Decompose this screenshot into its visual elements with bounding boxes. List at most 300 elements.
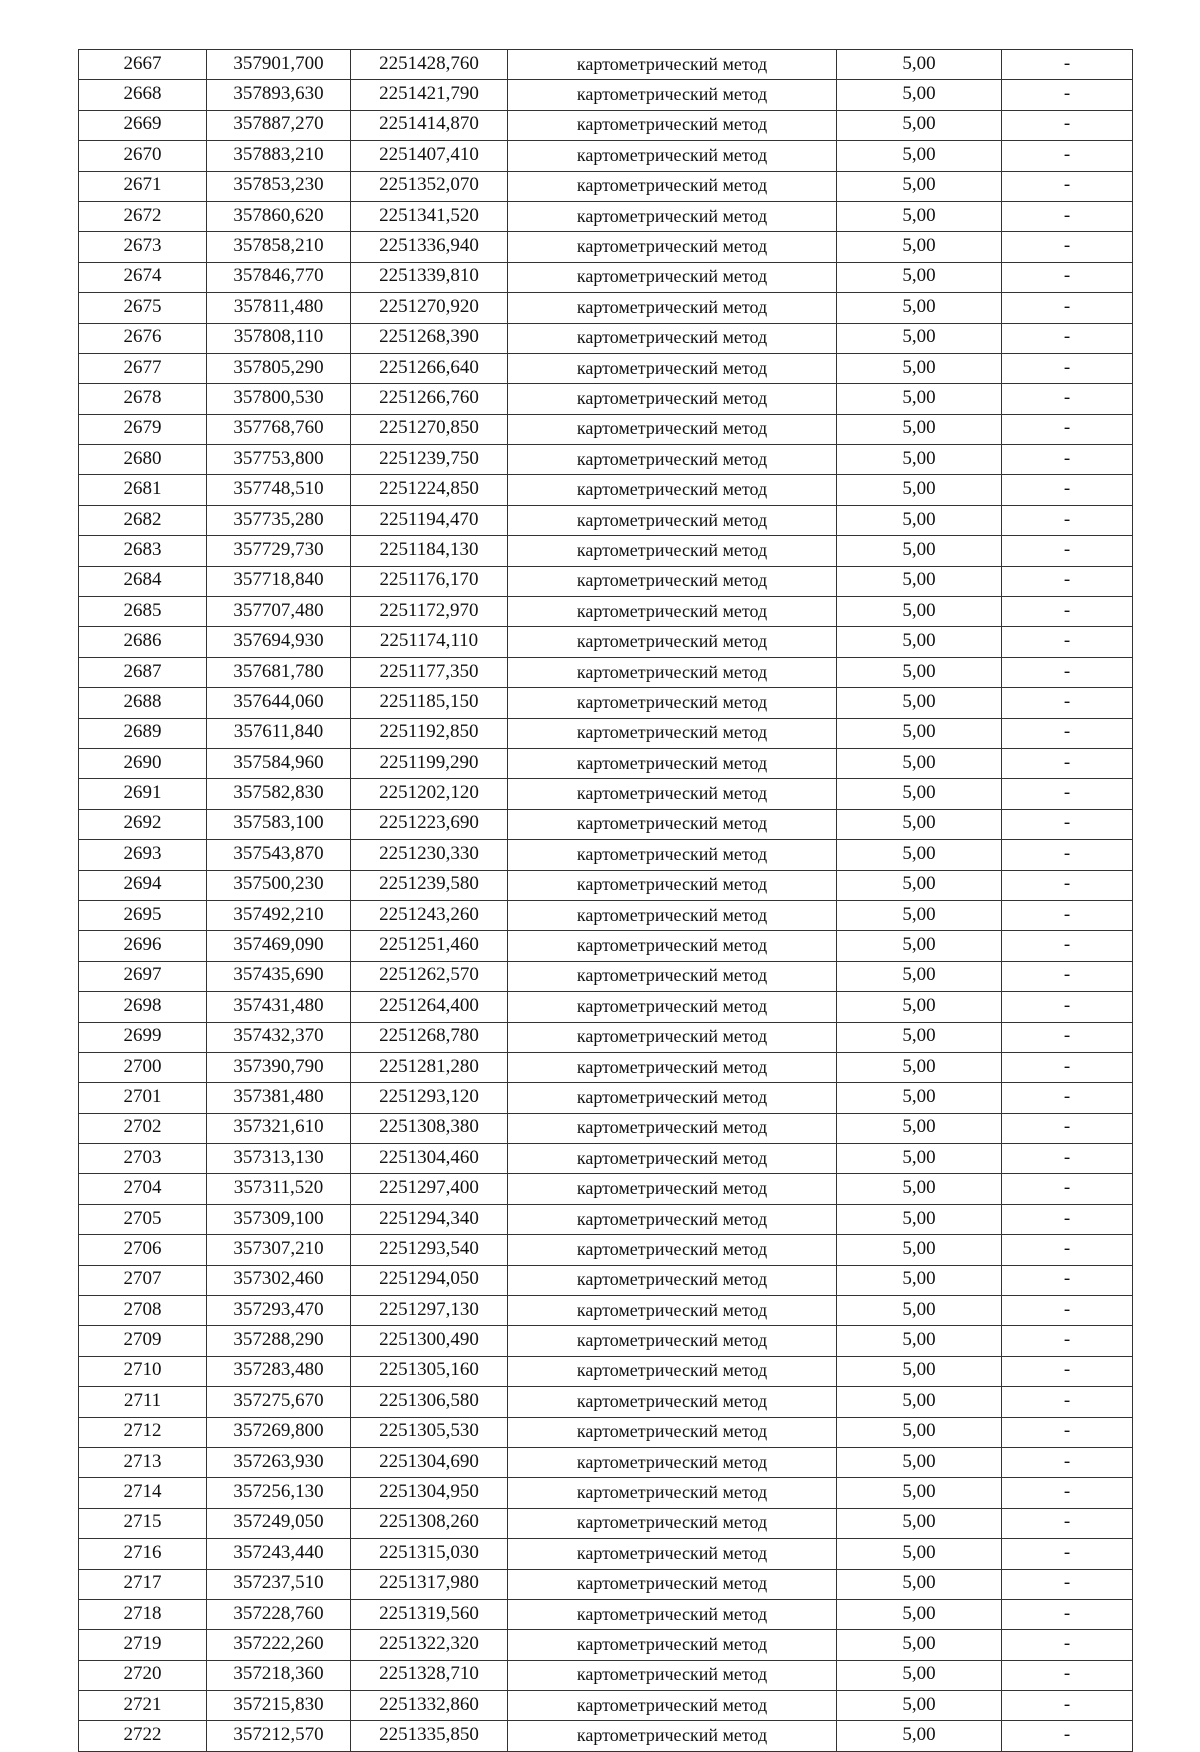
- note-cell: -: [1002, 597, 1133, 627]
- table-row: [79, 475, 1133, 505]
- accuracy-cell: 5,00: [837, 201, 1002, 231]
- accuracy-cell: 5,00: [837, 384, 1002, 414]
- accuracy-cell: 5,00: [837, 1599, 1002, 1629]
- note-cell: -: [1002, 1144, 1133, 1174]
- point-number-cell: 2701: [79, 1083, 207, 1113]
- note-cell: -: [1002, 566, 1133, 596]
- y-coordinate-cell: 2251339,810: [351, 262, 508, 292]
- accuracy-cell: 5,00: [837, 1569, 1002, 1599]
- point-number-cell: 2675: [79, 293, 207, 323]
- x-coordinate-cell: 357853,230: [207, 171, 351, 201]
- table-row: [79, 1599, 1133, 1629]
- note-cell: -: [1002, 1630, 1133, 1660]
- y-coordinate-cell: 2251305,530: [351, 1417, 508, 1447]
- accuracy-cell: 5,00: [837, 1387, 1002, 1417]
- point-number-cell: 2686: [79, 627, 207, 657]
- note-cell: -: [1002, 50, 1133, 80]
- table-row: [79, 1569, 1133, 1599]
- point-number-cell: 2695: [79, 900, 207, 930]
- method-cell: картометрический метод: [508, 384, 837, 414]
- method-cell: картометрический метод: [508, 900, 837, 930]
- point-number-cell: 2668: [79, 80, 207, 110]
- point-number-cell: 2676: [79, 323, 207, 353]
- method-cell: картометрический метод: [508, 1052, 837, 1082]
- table-row: [79, 961, 1133, 991]
- x-coordinate-cell: 357390,790: [207, 1052, 351, 1082]
- note-cell: -: [1002, 414, 1133, 444]
- y-coordinate-cell: 2251270,920: [351, 293, 508, 323]
- x-coordinate-cell: 357718,840: [207, 566, 351, 596]
- note-cell: -: [1002, 1113, 1133, 1143]
- table-row: [79, 657, 1133, 687]
- x-coordinate-cell: 357283,480: [207, 1356, 351, 1386]
- x-coordinate-cell: 357275,670: [207, 1387, 351, 1417]
- y-coordinate-cell: 2251421,790: [351, 80, 508, 110]
- note-cell: -: [1002, 931, 1133, 961]
- method-cell: картометрический метод: [508, 1721, 837, 1751]
- point-number-cell: 2694: [79, 870, 207, 900]
- y-coordinate-cell: 2251414,870: [351, 110, 508, 140]
- table-row: [79, 870, 1133, 900]
- point-number-cell: 2706: [79, 1235, 207, 1265]
- note-cell: -: [1002, 353, 1133, 383]
- note-cell: -: [1002, 627, 1133, 657]
- accuracy-cell: 5,00: [837, 110, 1002, 140]
- point-number-cell: 2711: [79, 1387, 207, 1417]
- table-row: [79, 536, 1133, 566]
- y-coordinate-cell: 2251199,290: [351, 748, 508, 778]
- table-row: [79, 80, 1133, 110]
- point-number-cell: 2721: [79, 1691, 207, 1721]
- note-cell: -: [1002, 536, 1133, 566]
- method-cell: картометрический метод: [508, 141, 837, 171]
- x-coordinate-cell: 357435,690: [207, 961, 351, 991]
- y-coordinate-cell: 2251176,170: [351, 566, 508, 596]
- accuracy-cell: 5,00: [837, 1235, 1002, 1265]
- y-coordinate-cell: 2251264,400: [351, 992, 508, 1022]
- note-cell: -: [1002, 1174, 1133, 1204]
- note-cell: -: [1002, 110, 1133, 140]
- y-coordinate-cell: 2251300,490: [351, 1326, 508, 1356]
- method-cell: картометрический метод: [508, 1569, 837, 1599]
- note-cell: -: [1002, 1721, 1133, 1751]
- x-coordinate-cell: 357237,510: [207, 1569, 351, 1599]
- accuracy-cell: 5,00: [837, 1326, 1002, 1356]
- y-coordinate-cell: 2251239,580: [351, 870, 508, 900]
- note-cell: -: [1002, 1204, 1133, 1234]
- point-number-cell: 2691: [79, 779, 207, 809]
- table-row: [79, 748, 1133, 778]
- note-cell: -: [1002, 688, 1133, 718]
- accuracy-cell: 5,00: [837, 1417, 1002, 1447]
- method-cell: картометрический метод: [508, 840, 837, 870]
- y-coordinate-cell: 2251319,560: [351, 1599, 508, 1629]
- x-coordinate-cell: 357215,830: [207, 1691, 351, 1721]
- table-row: [79, 1326, 1133, 1356]
- y-coordinate-cell: 2251239,750: [351, 445, 508, 475]
- x-coordinate-cell: 357860,620: [207, 201, 351, 231]
- accuracy-cell: 5,00: [837, 961, 1002, 991]
- accuracy-cell: 5,00: [837, 1022, 1002, 1052]
- method-cell: картометрический метод: [508, 1326, 837, 1356]
- method-cell: картометрический метод: [508, 627, 837, 657]
- accuracy-cell: 5,00: [837, 353, 1002, 383]
- method-cell: картометрический метод: [508, 1691, 837, 1721]
- accuracy-cell: 5,00: [837, 1296, 1002, 1326]
- method-cell: картометрический метод: [508, 779, 837, 809]
- x-coordinate-cell: 357800,530: [207, 384, 351, 414]
- y-coordinate-cell: 2251293,120: [351, 1083, 508, 1113]
- table-row: [79, 201, 1133, 231]
- note-cell: -: [1002, 809, 1133, 839]
- table-row: [79, 141, 1133, 171]
- y-coordinate-cell: 2251243,260: [351, 900, 508, 930]
- y-coordinate-cell: 2251341,520: [351, 201, 508, 231]
- accuracy-cell: 5,00: [837, 1052, 1002, 1082]
- accuracy-cell: 5,00: [837, 1144, 1002, 1174]
- point-number-cell: 2703: [79, 1144, 207, 1174]
- method-cell: картометрический метод: [508, 475, 837, 505]
- table-row: [79, 627, 1133, 657]
- point-number-cell: 2712: [79, 1417, 207, 1447]
- x-coordinate-cell: 357729,730: [207, 536, 351, 566]
- y-coordinate-cell: 2251281,280: [351, 1052, 508, 1082]
- y-coordinate-cell: 2251305,160: [351, 1356, 508, 1386]
- table-row: [79, 1265, 1133, 1295]
- x-coordinate-cell: 357256,130: [207, 1478, 351, 1508]
- table-row: [79, 505, 1133, 535]
- table-row: [79, 1052, 1133, 1082]
- method-cell: картометрический метод: [508, 1508, 837, 1538]
- accuracy-cell: 5,00: [837, 931, 1002, 961]
- accuracy-cell: 5,00: [837, 1660, 1002, 1690]
- accuracy-cell: 5,00: [837, 1265, 1002, 1295]
- point-number-cell: 2683: [79, 536, 207, 566]
- accuracy-cell: 5,00: [837, 900, 1002, 930]
- note-cell: -: [1002, 1691, 1133, 1721]
- note-cell: -: [1002, 961, 1133, 991]
- method-cell: картометрический метод: [508, 232, 837, 262]
- x-coordinate-cell: 357302,460: [207, 1265, 351, 1295]
- accuracy-cell: 5,00: [837, 718, 1002, 748]
- table-row: [79, 262, 1133, 292]
- y-coordinate-cell: 2251336,940: [351, 232, 508, 262]
- note-cell: -: [1002, 748, 1133, 778]
- method-cell: картометрический метод: [508, 597, 837, 627]
- y-coordinate-cell: 2251251,460: [351, 931, 508, 961]
- method-cell: картометрический метод: [508, 870, 837, 900]
- table-row: [79, 1144, 1133, 1174]
- x-coordinate-cell: 357681,780: [207, 657, 351, 687]
- x-coordinate-cell: 357901,700: [207, 50, 351, 80]
- accuracy-cell: 5,00: [837, 293, 1002, 323]
- note-cell: -: [1002, 1387, 1133, 1417]
- table-row: [79, 1447, 1133, 1477]
- point-number-cell: 2682: [79, 505, 207, 535]
- table-row: [79, 809, 1133, 839]
- coordinates-table: [78, 49, 1133, 1752]
- method-cell: картометрический метод: [508, 992, 837, 1022]
- point-number-cell: 2678: [79, 384, 207, 414]
- method-cell: картометрический метод: [508, 201, 837, 231]
- table-row: [79, 1539, 1133, 1569]
- accuracy-cell: 5,00: [837, 1204, 1002, 1234]
- accuracy-cell: 5,00: [837, 1113, 1002, 1143]
- note-cell: -: [1002, 475, 1133, 505]
- y-coordinate-cell: 2251407,410: [351, 141, 508, 171]
- x-coordinate-cell: 357611,840: [207, 718, 351, 748]
- x-coordinate-cell: 357748,510: [207, 475, 351, 505]
- table-row: [79, 840, 1133, 870]
- method-cell: картометрический метод: [508, 262, 837, 292]
- accuracy-cell: 5,00: [837, 414, 1002, 444]
- table-row: [79, 353, 1133, 383]
- point-number-cell: 2685: [79, 597, 207, 627]
- point-number-cell: 2684: [79, 566, 207, 596]
- y-coordinate-cell: 2251294,340: [351, 1204, 508, 1234]
- table-row: [79, 1022, 1133, 1052]
- y-coordinate-cell: 2251428,760: [351, 50, 508, 80]
- table-row: [79, 1174, 1133, 1204]
- accuracy-cell: 5,00: [837, 445, 1002, 475]
- point-number-cell: 2699: [79, 1022, 207, 1052]
- x-coordinate-cell: 357218,360: [207, 1660, 351, 1690]
- method-cell: картометрический метод: [508, 293, 837, 323]
- point-number-cell: 2716: [79, 1539, 207, 1569]
- note-cell: -: [1002, 718, 1133, 748]
- table-row: [79, 779, 1133, 809]
- y-coordinate-cell: 2251223,690: [351, 809, 508, 839]
- point-number-cell: 2709: [79, 1326, 207, 1356]
- accuracy-cell: 5,00: [837, 1447, 1002, 1477]
- x-coordinate-cell: 357707,480: [207, 597, 351, 627]
- method-cell: картометрический метод: [508, 1447, 837, 1477]
- x-coordinate-cell: 357431,480: [207, 992, 351, 1022]
- table-row: [79, 1660, 1133, 1690]
- method-cell: картометрический метод: [508, 323, 837, 353]
- note-cell: -: [1002, 171, 1133, 201]
- accuracy-cell: 5,00: [837, 809, 1002, 839]
- note-cell: -: [1002, 80, 1133, 110]
- note-cell: -: [1002, 992, 1133, 1022]
- note-cell: -: [1002, 1022, 1133, 1052]
- point-number-cell: 2697: [79, 961, 207, 991]
- note-cell: -: [1002, 323, 1133, 353]
- y-coordinate-cell: 2251332,860: [351, 1691, 508, 1721]
- x-coordinate-cell: 357753,800: [207, 445, 351, 475]
- x-coordinate-cell: 357321,610: [207, 1113, 351, 1143]
- table-row: [79, 110, 1133, 140]
- point-number-cell: 2718: [79, 1599, 207, 1629]
- method-cell: картометрический метод: [508, 1022, 837, 1052]
- table-row: [79, 992, 1133, 1022]
- coordinates-table-body: [79, 50, 1133, 1752]
- accuracy-cell: 5,00: [837, 50, 1002, 80]
- table-row: [79, 414, 1133, 444]
- point-number-cell: 2692: [79, 809, 207, 839]
- accuracy-cell: 5,00: [837, 840, 1002, 870]
- table-row: [79, 1691, 1133, 1721]
- note-cell: -: [1002, 262, 1133, 292]
- table-row: [79, 566, 1133, 596]
- y-coordinate-cell: 2251194,470: [351, 505, 508, 535]
- accuracy-cell: 5,00: [837, 1174, 1002, 1204]
- x-coordinate-cell: 357735,280: [207, 505, 351, 535]
- note-cell: -: [1002, 445, 1133, 475]
- method-cell: картометрический метод: [508, 1144, 837, 1174]
- y-coordinate-cell: 2251297,400: [351, 1174, 508, 1204]
- y-coordinate-cell: 2251266,760: [351, 384, 508, 414]
- x-coordinate-cell: 357582,830: [207, 779, 351, 809]
- x-coordinate-cell: 357584,960: [207, 748, 351, 778]
- point-number-cell: 2717: [79, 1569, 207, 1599]
- accuracy-cell: 5,00: [837, 80, 1002, 110]
- y-coordinate-cell: 2251184,130: [351, 536, 508, 566]
- x-coordinate-cell: 357858,210: [207, 232, 351, 262]
- point-number-cell: 2708: [79, 1296, 207, 1326]
- y-coordinate-cell: 2251224,850: [351, 475, 508, 505]
- x-coordinate-cell: 357500,230: [207, 870, 351, 900]
- y-coordinate-cell: 2251172,970: [351, 597, 508, 627]
- accuracy-cell: 5,00: [837, 1721, 1002, 1751]
- note-cell: -: [1002, 1478, 1133, 1508]
- point-number-cell: 2680: [79, 445, 207, 475]
- x-coordinate-cell: 357249,050: [207, 1508, 351, 1538]
- y-coordinate-cell: 2251352,070: [351, 171, 508, 201]
- accuracy-cell: 5,00: [837, 870, 1002, 900]
- method-cell: картометрический метод: [508, 1296, 837, 1326]
- x-coordinate-cell: 357228,760: [207, 1599, 351, 1629]
- method-cell: картометрический метод: [508, 414, 837, 444]
- method-cell: картометрический метод: [508, 1660, 837, 1690]
- method-cell: картометрический метод: [508, 171, 837, 201]
- x-coordinate-cell: 357811,480: [207, 293, 351, 323]
- table-row: [79, 597, 1133, 627]
- note-cell: -: [1002, 1296, 1133, 1326]
- method-cell: картометрический метод: [508, 1356, 837, 1386]
- table-row: [79, 900, 1133, 930]
- y-coordinate-cell: 2251202,120: [351, 779, 508, 809]
- table-row: [79, 1630, 1133, 1660]
- table-row: [79, 171, 1133, 201]
- x-coordinate-cell: 357243,440: [207, 1539, 351, 1569]
- note-cell: -: [1002, 1447, 1133, 1477]
- point-number-cell: 2679: [79, 414, 207, 444]
- y-coordinate-cell: 2251308,260: [351, 1508, 508, 1538]
- table-row: [79, 384, 1133, 414]
- method-cell: картометрический метод: [508, 961, 837, 991]
- point-number-cell: 2710: [79, 1356, 207, 1386]
- point-number-cell: 2671: [79, 171, 207, 201]
- method-cell: картометрический метод: [508, 1539, 837, 1569]
- x-coordinate-cell: 357808,110: [207, 323, 351, 353]
- note-cell: -: [1002, 900, 1133, 930]
- point-number-cell: 2705: [79, 1204, 207, 1234]
- table-row: [79, 1417, 1133, 1447]
- point-number-cell: 2707: [79, 1265, 207, 1295]
- accuracy-cell: 5,00: [837, 262, 1002, 292]
- x-coordinate-cell: 357313,130: [207, 1144, 351, 1174]
- point-number-cell: 2690: [79, 748, 207, 778]
- x-coordinate-cell: 357212,570: [207, 1721, 351, 1751]
- accuracy-cell: 5,00: [837, 627, 1002, 657]
- y-coordinate-cell: 2251328,710: [351, 1660, 508, 1690]
- y-coordinate-cell: 2251304,690: [351, 1447, 508, 1477]
- y-coordinate-cell: 2251192,850: [351, 718, 508, 748]
- method-cell: картометрический метод: [508, 445, 837, 475]
- x-coordinate-cell: 357887,270: [207, 110, 351, 140]
- x-coordinate-cell: 357307,210: [207, 1235, 351, 1265]
- method-cell: картометрический метод: [508, 353, 837, 383]
- x-coordinate-cell: 357293,470: [207, 1296, 351, 1326]
- x-coordinate-cell: 357269,800: [207, 1417, 351, 1447]
- y-coordinate-cell: 2251185,150: [351, 688, 508, 718]
- x-coordinate-cell: 357846,770: [207, 262, 351, 292]
- note-cell: -: [1002, 870, 1133, 900]
- point-number-cell: 2700: [79, 1052, 207, 1082]
- y-coordinate-cell: 2251304,950: [351, 1478, 508, 1508]
- accuracy-cell: 5,00: [837, 748, 1002, 778]
- y-coordinate-cell: 2251306,580: [351, 1387, 508, 1417]
- accuracy-cell: 5,00: [837, 1630, 1002, 1660]
- method-cell: картометрический метод: [508, 1630, 837, 1660]
- y-coordinate-cell: 2251308,380: [351, 1113, 508, 1143]
- method-cell: картометрический метод: [508, 688, 837, 718]
- table-row: [79, 50, 1133, 80]
- note-cell: -: [1002, 1508, 1133, 1538]
- method-cell: картометрический метод: [508, 1599, 837, 1629]
- x-coordinate-cell: 357583,100: [207, 809, 351, 839]
- table-row: [79, 1356, 1133, 1386]
- x-coordinate-cell: 357469,090: [207, 931, 351, 961]
- accuracy-cell: 5,00: [837, 536, 1002, 566]
- y-coordinate-cell: 2251266,640: [351, 353, 508, 383]
- y-coordinate-cell: 2251270,850: [351, 414, 508, 444]
- note-cell: -: [1002, 201, 1133, 231]
- x-coordinate-cell: 357543,870: [207, 840, 351, 870]
- point-number-cell: 2674: [79, 262, 207, 292]
- method-cell: картометрический метод: [508, 1478, 837, 1508]
- accuracy-cell: 5,00: [837, 323, 1002, 353]
- note-cell: -: [1002, 840, 1133, 870]
- table-row: [79, 1083, 1133, 1113]
- method-cell: картометрический метод: [508, 809, 837, 839]
- table-row: [79, 1387, 1133, 1417]
- note-cell: -: [1002, 232, 1133, 262]
- point-number-cell: 2667: [79, 50, 207, 80]
- point-number-cell: 2670: [79, 141, 207, 171]
- x-coordinate-cell: 357694,930: [207, 627, 351, 657]
- accuracy-cell: 5,00: [837, 1539, 1002, 1569]
- point-number-cell: 2673: [79, 232, 207, 262]
- y-coordinate-cell: 2251297,130: [351, 1296, 508, 1326]
- point-number-cell: 2669: [79, 110, 207, 140]
- accuracy-cell: 5,00: [837, 1083, 1002, 1113]
- table-row: [79, 1235, 1133, 1265]
- table-row: [79, 323, 1133, 353]
- accuracy-cell: 5,00: [837, 141, 1002, 171]
- point-number-cell: 2696: [79, 931, 207, 961]
- x-coordinate-cell: 357883,210: [207, 141, 351, 171]
- point-number-cell: 2689: [79, 718, 207, 748]
- y-coordinate-cell: 2251294,050: [351, 1265, 508, 1295]
- note-cell: -: [1002, 1569, 1133, 1599]
- method-cell: картометрический метод: [508, 110, 837, 140]
- y-coordinate-cell: 2251262,570: [351, 961, 508, 991]
- point-number-cell: 2715: [79, 1508, 207, 1538]
- x-coordinate-cell: 357432,370: [207, 1022, 351, 1052]
- method-cell: картометрический метод: [508, 657, 837, 687]
